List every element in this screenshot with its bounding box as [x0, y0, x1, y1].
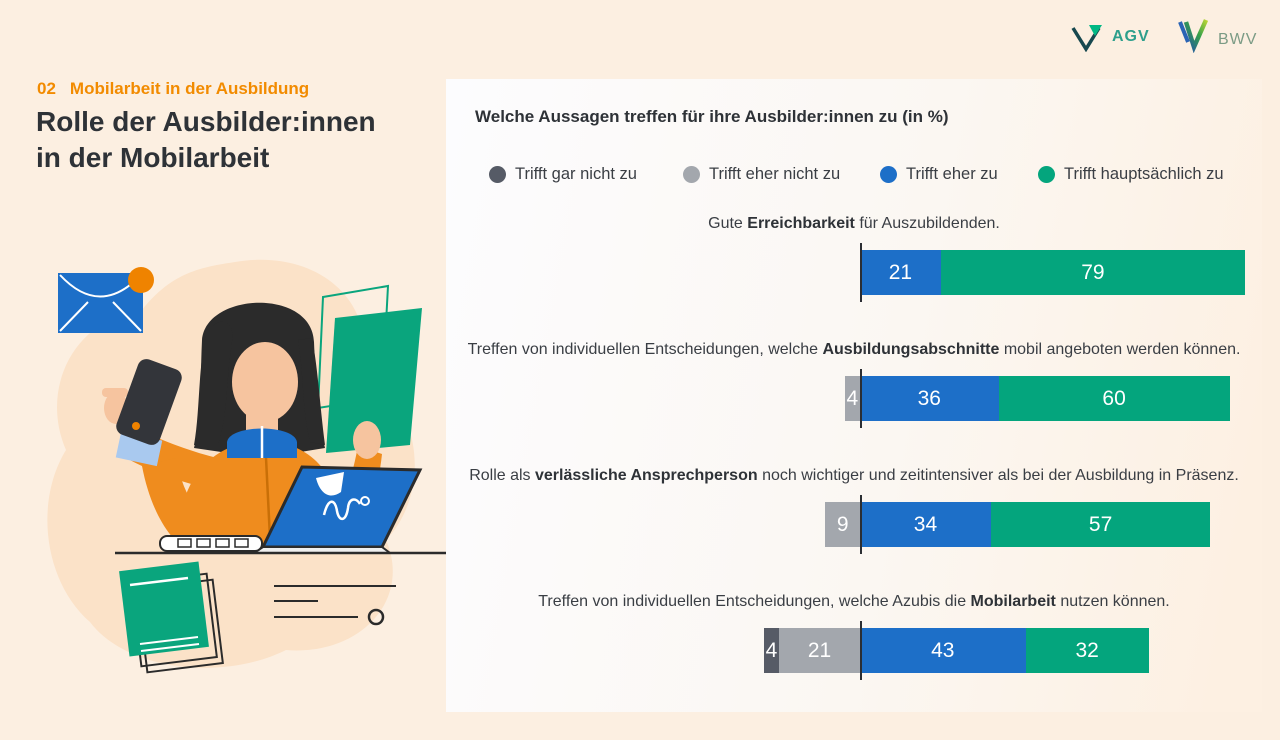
- legend-item-trifft-eher-nicht-zu: [683, 165, 840, 184]
- legend-label: Trifft gar nicht zu: [515, 165, 637, 183]
- bar-segment: 4: [764, 628, 780, 673]
- axis-line: [860, 621, 862, 680]
- label-text: mobil angeboten werden können.: [999, 341, 1241, 358]
- label-bold: verlässliche Ansprechperson: [535, 467, 758, 484]
- chart-title: Welche Aussagen treffen für ihre Ausbilder:innen zu (in %): [475, 107, 949, 126]
- label-text: Treffen von individuellen Entscheidungen, welche Azubis die: [538, 593, 971, 610]
- label-text: Treffen von individuellen Entscheidungen, welche: [467, 341, 823, 358]
- notification-dot: [128, 267, 154, 293]
- bar-segment: 34: [860, 502, 991, 547]
- bar-segment: 32: [1026, 628, 1149, 673]
- bar-row: [446, 628, 1262, 673]
- label-bold: Mobilarbeit: [970, 593, 1056, 610]
- bar-row: [446, 250, 1262, 295]
- legend-dot-light-gray: [683, 166, 700, 183]
- bar-segment: 4: [845, 376, 860, 421]
- label-text: Gute: [708, 215, 748, 232]
- bar-segment: 21: [779, 628, 860, 673]
- legend-dot-dark-gray: [489, 166, 506, 183]
- bar-segment: 43: [860, 628, 1026, 673]
- legend-label: Trifft eher nicht zu: [709, 165, 841, 183]
- legend-item-trifft-hauptsaechlich-zu: [1038, 165, 1224, 184]
- face: [232, 342, 298, 422]
- bar-segment: 79: [941, 250, 1245, 295]
- mobile-work-illustration: [30, 240, 450, 680]
- legend-dot-green: [1038, 166, 1055, 183]
- chart-legend: [446, 165, 1262, 185]
- label-bold: Erreichbarkeit: [747, 215, 855, 232]
- legend-item-trifft-gar-nicht-zu: [489, 165, 637, 184]
- section-kicker: [37, 79, 309, 99]
- chart-panel: [446, 79, 1262, 712]
- agv-logo-icon: [1070, 22, 1104, 52]
- bwv-logo-text: BWV: [1218, 31, 1258, 48]
- agv-logo: [1070, 22, 1150, 52]
- bar-segment: 21: [860, 250, 941, 295]
- label-text: für Auszubildenden.: [854, 215, 1000, 232]
- bar-row: [446, 502, 1262, 547]
- bar-row-label: [446, 215, 1262, 233]
- bar-segment: 60: [999, 376, 1230, 421]
- axis-line: [860, 369, 862, 428]
- bar-segment: 36: [860, 376, 999, 421]
- bar-row-label: [446, 593, 1262, 611]
- page-title: [36, 104, 376, 176]
- label-text: noch wichtiger und zeitintensiver als bei der Ausbildung in Präsenz.: [757, 467, 1239, 484]
- hand: [353, 421, 381, 459]
- agv-logo-text: AGV: [1112, 28, 1150, 45]
- page-title-line1: Rolle der Ausbilder:innen: [36, 106, 376, 137]
- page-title-line2: in der Mobilarbeit: [36, 142, 270, 173]
- section-kicker-text: Mobilarbeit in der Ausbildung: [69, 79, 310, 98]
- legend-label: Trifft hauptsächlich zu: [1064, 165, 1224, 183]
- legend-label: Trifft eher zu: [906, 165, 998, 183]
- bar-segment: 9: [825, 502, 860, 547]
- label-text: Rolle als: [469, 467, 535, 484]
- bar-row-label: [446, 467, 1262, 485]
- axis-line: [860, 495, 862, 554]
- legend-dot-blue: [880, 166, 897, 183]
- bar-segment: 57: [991, 502, 1210, 547]
- envelope-icon: [58, 267, 154, 333]
- bwv-logo: [1176, 17, 1257, 53]
- label-bold: Ausbildungsabschnitte: [822, 341, 1000, 358]
- bar-row-label: [446, 341, 1262, 359]
- legend-item-trifft-eher-zu: [880, 165, 998, 184]
- section-number: 02: [37, 79, 56, 98]
- label-text: nutzen können.: [1055, 593, 1170, 610]
- bwv-logo-icon: [1176, 17, 1210, 53]
- axis-line: [860, 243, 862, 302]
- keyboard-icon: [160, 536, 262, 551]
- bar-row: [446, 376, 1262, 421]
